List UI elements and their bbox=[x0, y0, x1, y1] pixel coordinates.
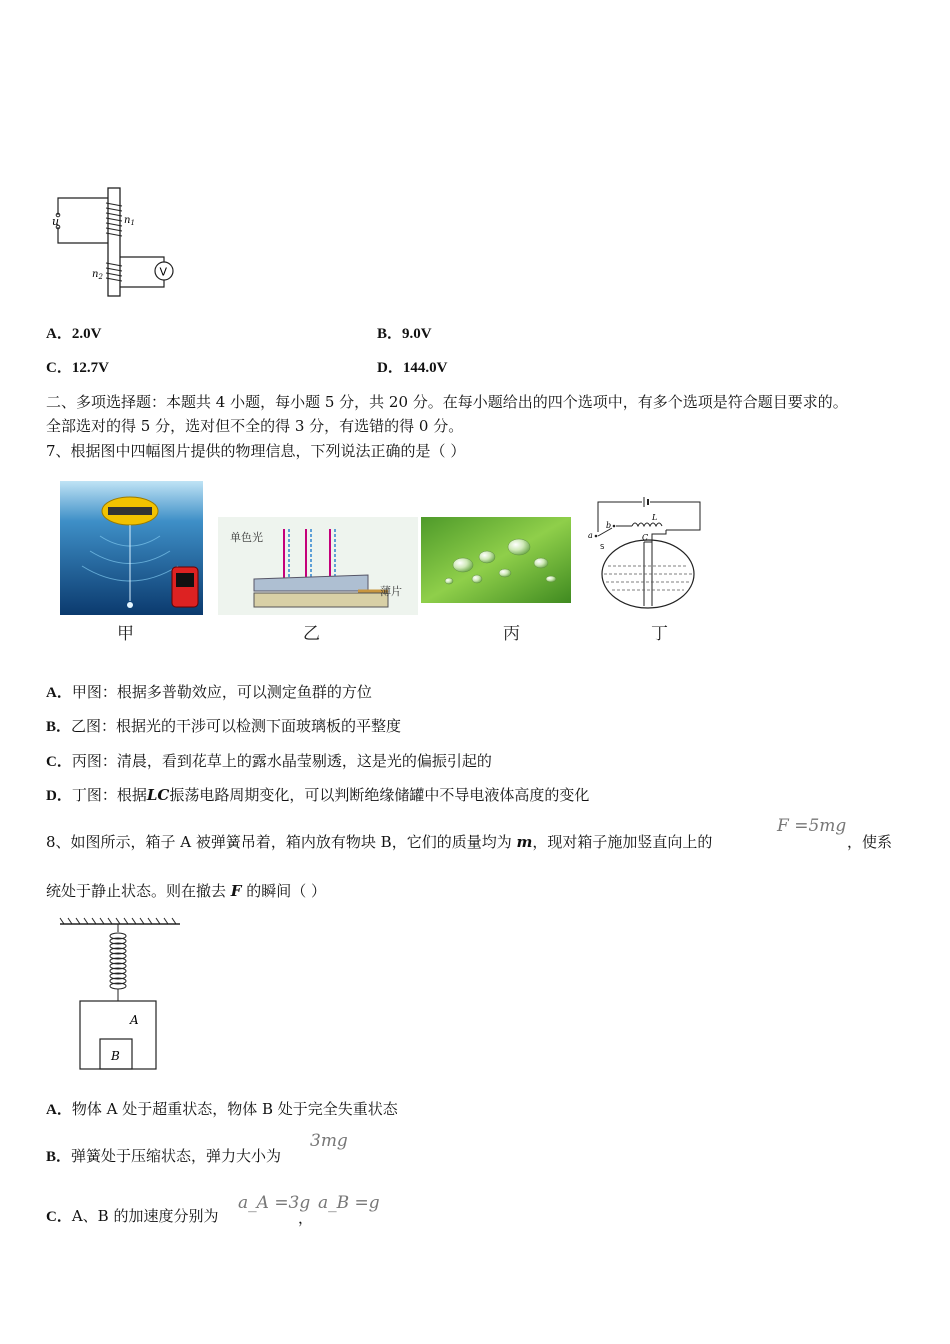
formula-f-5mg: F =5mg bbox=[777, 816, 847, 836]
caption-yi: 乙 bbox=[303, 624, 320, 644]
label-box-a: A bbox=[130, 1013, 139, 1027]
label-n1: $n_1$ bbox=[124, 215, 135, 227]
q7-option-d[interactable]: D．丁图：根据LC振荡电路周期变化，可以判断绝缘储罐中不导电液体高度的变化 bbox=[46, 786, 590, 804]
label-u: u bbox=[52, 215, 60, 228]
q6-option-b[interactable]: B．9.0V bbox=[377, 326, 432, 342]
label-n2: $n_2$ bbox=[92, 269, 103, 281]
q6-option-a[interactable]: A．2.0V bbox=[46, 326, 102, 342]
section2-instructions-line1: 二、多项选择题：本题共 4 小题，每小题 5 分，共 20 分。在每小题给出的四个选项中，有多个选项是符合题目要求的。 bbox=[46, 393, 848, 411]
q7-stem: 7、根据图中四幅图片提供的物理信息，下列说法正确的是（ ） bbox=[46, 442, 466, 460]
section2-instructions-line2: 全部选对的得 5 分，选对但不全的得 3 分，有选错的得 0 分。 bbox=[46, 417, 464, 435]
fig-jia-fish-finder bbox=[60, 481, 203, 615]
q8-option-a[interactable]: A．物体 A 处于超重状态，物体 B 处于完全失重状态 bbox=[46, 1100, 398, 1118]
q8-stem-line1-end: ，使系 bbox=[847, 833, 893, 851]
caption-jia: 甲 bbox=[117, 624, 134, 644]
caption-bing: 丙 bbox=[503, 624, 520, 644]
q8-stem-line1: 8、如图所示，箱子 A 被弹簧吊着，箱内放有物块 B，它们的质量均为 m，现对箱子施加竖直向上的 bbox=[46, 833, 713, 851]
formula-separator: ， bbox=[298, 1209, 314, 1227]
caption-ding: 丁 bbox=[651, 624, 668, 644]
label-s: S bbox=[600, 543, 605, 551]
fig-yi-interference bbox=[218, 517, 418, 615]
fig-ding-lc-tank bbox=[586, 494, 708, 614]
q8-option-b[interactable]: B．弹簧处于压缩状态，弹力大小为 bbox=[46, 1147, 282, 1165]
label-l: L bbox=[652, 513, 658, 522]
voltmeter-label: V bbox=[159, 265, 168, 279]
q8-stem-line2: 统处于静止状态。则在撤去 F 的瞬间（ ） bbox=[46, 882, 326, 900]
label-monochromatic-light: 单色光 bbox=[230, 531, 263, 544]
spring bbox=[110, 933, 126, 989]
transformer-diagram bbox=[44, 185, 184, 300]
formula-3mg: 3mg bbox=[310, 1131, 348, 1151]
label-a: a bbox=[588, 531, 593, 540]
q8-option-c[interactable]: C．A、B 的加速度分别为 bbox=[46, 1207, 219, 1225]
q7-option-a[interactable]: A．甲图：根据多普勒效应，可以测定鱼群的方位 bbox=[46, 683, 372, 701]
label-b: b bbox=[606, 521, 612, 530]
fig-bing-dew-drops bbox=[421, 517, 571, 603]
q6-option-d[interactable]: D．144.0V bbox=[377, 360, 448, 376]
q7-option-c[interactable]: C．丙图：清晨，看到花草上的露水晶莹剔透，这是光的偏振引起的 bbox=[46, 752, 492, 770]
q6-option-c[interactable]: C．12.7V bbox=[46, 360, 109, 376]
label-c: C bbox=[642, 533, 649, 542]
formula-a-a-3g: a_A =3g bbox=[238, 1193, 311, 1213]
q7-option-b[interactable]: B．乙图：根据光的干涉可以检测下面玻璃板的平整度 bbox=[46, 717, 402, 735]
spring-box-diagram bbox=[58, 916, 182, 1076]
formula-a-b-g: a_B =g bbox=[318, 1193, 380, 1213]
label-block-b: B bbox=[111, 1049, 120, 1063]
label-thin-sheet: 薄片 bbox=[380, 585, 402, 598]
